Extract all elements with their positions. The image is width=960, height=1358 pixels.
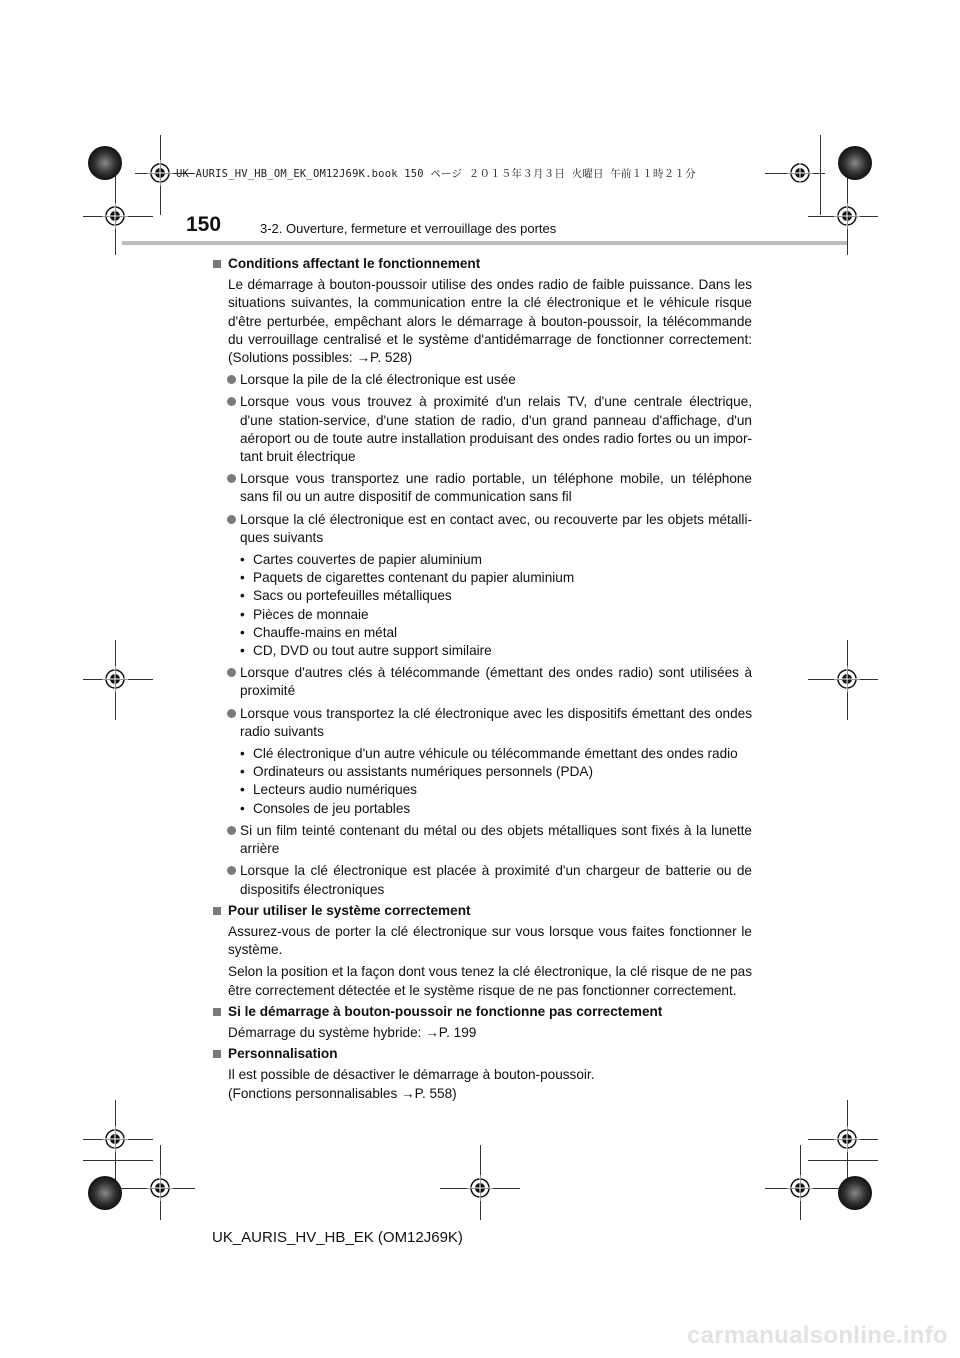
crosshair-icon <box>467 1175 493 1201</box>
paragraph: Selon la position et la façon dont vous tenez la clé électronique, la clé risque de ne pas être correctement détectée et le système risque de ne pas fonctionner correctement. <box>228 964 752 998</box>
header-rule <box>122 241 847 245</box>
square-bullet-icon <box>213 907 221 915</box>
paragraph-line: Il est possible de désactiver le démarrage à bouton-poussoir. <box>228 1067 595 1083</box>
list-item <box>212 862 752 898</box>
list-item-text: Lorsque d'autres clés à télécommande (émettant des ondes radio) sont utilisées à proximité <box>240 665 752 699</box>
section-heading <box>212 902 752 920</box>
circle-bullet-icon <box>227 515 236 524</box>
watermark: carmanualsonline.info <box>686 1322 948 1349</box>
sub-list-item-text: Cartes couvertes de papier aluminium <box>253 552 482 568</box>
registration-dot-icon <box>87 1175 123 1211</box>
sub-list-item-text: Paquets de cigarettes contenant du papier aluminium <box>253 570 575 586</box>
crosshair-icon <box>787 160 813 186</box>
square-bullet-icon <box>213 1050 221 1058</box>
sub-list-item <box>240 781 752 799</box>
dot-bullet-icon: • <box>240 643 245 659</box>
sub-list-item <box>240 551 752 569</box>
circle-bullet-icon <box>227 866 236 875</box>
crop-line <box>808 1160 878 1161</box>
page-content <box>212 252 752 1103</box>
crop-line <box>83 1160 153 1161</box>
list-item-text: Lorsque vous transportez la clé électronique avec les dispositifs émettant des ondes radio suivants <box>240 705 752 739</box>
paragraph <box>212 1066 752 1102</box>
sub-list-item <box>240 569 752 587</box>
crosshair-icon <box>102 666 128 692</box>
sub-list-item <box>240 624 752 642</box>
crop-line <box>820 135 821 215</box>
list-item-text: Lorsque la clé électronique est en contact avec, ou recouverte par les objets métalli-ques suivants <box>240 511 752 545</box>
section-heading-text: Pour utiliser le système correctement <box>228 902 471 918</box>
crosshair-icon <box>102 203 128 229</box>
square-bullet-icon <box>213 1008 221 1016</box>
sub-list-item <box>240 800 752 818</box>
dot-bullet-icon: • <box>240 800 245 816</box>
crosshair-icon <box>834 666 860 692</box>
square-bullet-icon <box>213 260 221 268</box>
section-heading-text: Personnalisation <box>228 1046 338 1062</box>
section-intro: Le démarrage à bouton-poussoir utilise des ondes radio de faible puissance. Dans les situations suivantes, la communication entre la clé électronique et le véhicule risque d'être perturbée, empêchant alors le démarrage à bouton-poussoir, la télécommande du verrouillage centralisé et le système d'antidémarrage de fonctionner correctement: (Solutions possibles: →P. 528) <box>228 277 752 366</box>
dot-bullet-icon: • <box>240 764 245 780</box>
dot-bullet-icon: • <box>240 746 245 762</box>
registration-dot-icon <box>87 145 123 181</box>
dot-bullet-icon: • <box>240 782 245 798</box>
crosshair-icon <box>147 1175 173 1201</box>
sub-list <box>212 745 752 818</box>
section-heading-text: Conditions affectant le fonctionnement <box>228 256 481 271</box>
sub-list <box>212 551 752 660</box>
dot-bullet-icon: • <box>240 606 245 622</box>
crosshair-icon <box>102 1126 128 1152</box>
sub-list-item <box>240 763 752 781</box>
section-heading-text: Si le démarrage à bouton-poussoir ne fonctionne pas correctement <box>228 1003 663 1019</box>
sub-list-item-text: Clé électronique d'un autre véhicule ou télécommande émettant des ondes radio <box>253 746 738 762</box>
dot-bullet-icon: • <box>240 588 245 604</box>
list-item <box>212 371 752 389</box>
paragraph: Assurez-vous de porter la clé électronique sur vous lorsque vous faites fonctionner le système. <box>228 923 752 958</box>
paragraph: Démarrage du système hybride: →P. 199 <box>228 1024 477 1040</box>
section-heading <box>212 1045 752 1063</box>
dot-bullet-icon: • <box>240 624 245 640</box>
book-stamp: UK AURIS_HV_HB_OM_EK_OM12J69K.book 150 ページ ２０１５年３月３日 火曜日 午前１１時２１分 <box>176 168 696 180</box>
list-item <box>212 664 752 700</box>
list-item <box>212 511 752 547</box>
registration-dot-icon <box>837 1175 873 1211</box>
list-item-text: Lorsque vous transportez une radio portable, un téléphone mobile, un téléphone sans fil ou un autre dispositif de communication sans fil <box>240 471 752 505</box>
sub-list-item <box>240 642 752 660</box>
section-heading <box>212 255 752 273</box>
list-item-text: Lorsque vous vous trouvez à proximité d'un relais TV, d'une centrale électrique, d'une station-service, d'une station de radio, d'un grand panneau d'affichage, d'un aéroport ou de toute autre installation produisant des ondes radio fortes ou un impor-tant bruit électrique <box>240 394 752 465</box>
circle-bullet-icon <box>227 474 236 483</box>
sub-list-item-text: Pièces de monnaie <box>253 606 369 622</box>
registration-dot-icon <box>837 145 873 181</box>
list-item <box>212 393 752 466</box>
circle-bullet-icon <box>227 397 236 406</box>
sub-list-item-text: Ordinateurs ou assistants numériques personnels (PDA) <box>253 764 594 780</box>
dot-bullet-icon: • <box>240 570 245 586</box>
sub-list-item-text: Lecteurs audio numériques <box>253 782 417 798</box>
circle-bullet-icon <box>227 668 236 677</box>
list-item <box>212 470 752 506</box>
list-item <box>212 705 752 741</box>
document-code: UK_AURIS_HV_HB_EK (OM12J69K) <box>212 1229 463 1246</box>
paragraph-line: (Fonctions personnalisables →P. 558) <box>228 1085 457 1101</box>
sub-list-item-text: Chauffe-mains en métal <box>253 624 398 640</box>
circle-bullet-icon <box>227 826 236 835</box>
sub-list-item <box>240 587 752 605</box>
chapter-title: 3-2. Ouverture, fermeture et verrouillage des portes <box>260 221 557 236</box>
circle-bullet-icon <box>227 709 236 718</box>
crosshair-icon <box>787 1175 813 1201</box>
list-item-text: Lorsque la clé électronique est placée à proximité d'un chargeur de batterie ou de dispositifs électroniques <box>240 863 752 897</box>
crosshair-icon <box>834 1126 860 1152</box>
list-item-text: Si un film teinté contenant du métal ou des objets métalliques sont fixés à la lunette arrière <box>240 822 752 857</box>
page-number: 150 <box>186 213 222 236</box>
list-item <box>212 822 752 858</box>
sub-list-item <box>240 745 752 763</box>
circle-bullet-icon <box>227 375 236 384</box>
crosshair-icon <box>834 203 860 229</box>
crosshair-icon <box>147 160 173 186</box>
section-heading <box>212 1003 752 1021</box>
sub-list-item-text: Consoles de jeu portables <box>253 800 411 816</box>
sub-list-item-text: Sacs ou portefeuilles métalliques <box>253 588 452 604</box>
list-item-text: Lorsque la pile de la clé électronique est usée <box>240 372 516 388</box>
sub-list-item <box>240 606 752 624</box>
sub-list-item-text: CD, DVD ou tout autre support similaire <box>253 643 492 659</box>
dot-bullet-icon: • <box>240 552 245 568</box>
